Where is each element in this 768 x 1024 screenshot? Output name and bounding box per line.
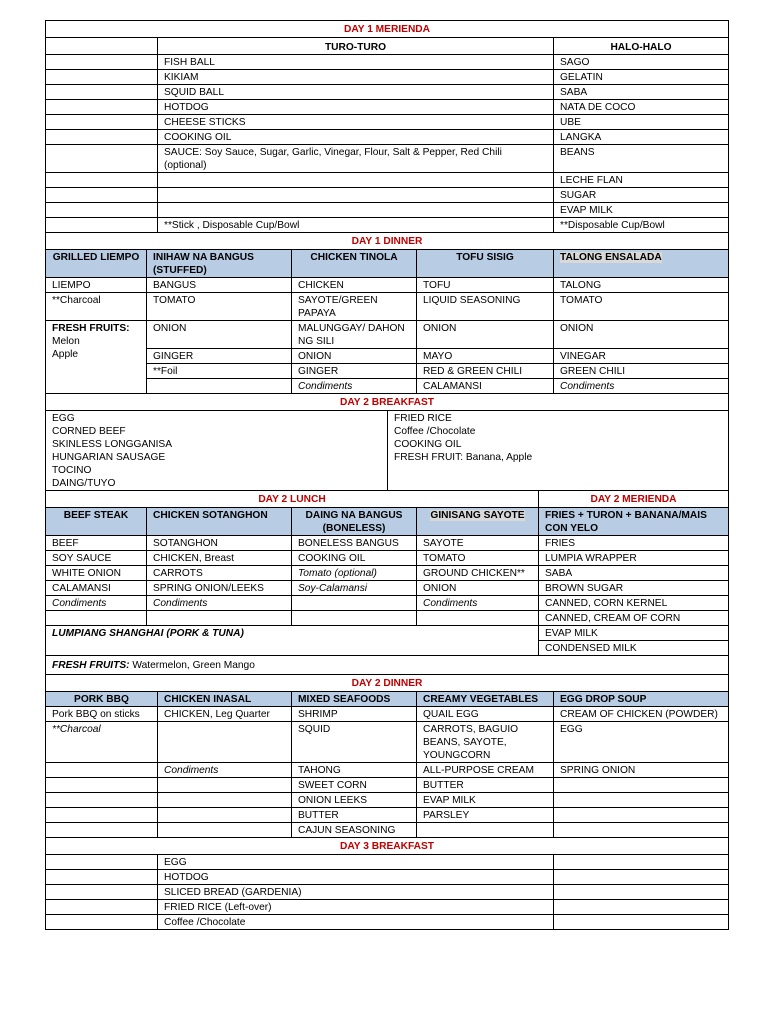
table-cell: SABA	[539, 566, 729, 581]
table-cell: GELATIN	[554, 70, 729, 85]
table-cell: Condiments	[417, 596, 539, 611]
table-cell: EGG	[554, 722, 729, 763]
table-cell: Condiments	[46, 596, 147, 611]
day2-breakfast-table	[45, 393, 729, 491]
column-header: FRIES + TURON + BANANA/MAIS CON YELO	[539, 508, 729, 536]
table-cell: BEANS	[554, 145, 729, 173]
table-cell: EVAP MILK	[554, 203, 729, 218]
table-cell: SABA	[554, 85, 729, 100]
fresh-fruits-cell	[46, 321, 147, 394]
table-cell: CHEESE STICKS	[158, 115, 554, 130]
table-cell: ONION	[554, 321, 729, 349]
column-header: GRILLED LIEMPO	[46, 250, 147, 278]
fresh-fruits-label: FRESH FRUITS:	[52, 660, 130, 671]
table-cell: Condiments	[158, 763, 292, 778]
table-cell: SAYOTE/GREEN PAPAYA	[292, 293, 417, 321]
list-item: CORNED BEEF	[52, 426, 126, 437]
list-item: FRIED RICE	[394, 413, 452, 424]
table-cell: CHICKEN, Breast	[147, 551, 292, 566]
list-item: HUNGARIAN SAUSAGE	[52, 452, 166, 463]
table-cell: CANNED, CREAM OF CORN	[539, 611, 729, 626]
table-cell: BROWN SUGAR	[539, 581, 729, 596]
list-item: DAING/TUYO	[52, 478, 116, 489]
table-cell: SQUID BALL	[158, 85, 554, 100]
table-cell: TOMATO	[147, 293, 292, 321]
table-cell: Condiments	[147, 596, 292, 611]
table-cell: LANGKA	[554, 130, 729, 145]
table-cell: FRIED RICE (Left-over)	[158, 900, 554, 915]
table-cell: CARROTS	[147, 566, 292, 581]
column-header: CHICKEN INASAL	[158, 692, 292, 707]
table-cell: LIQUID SEASONING	[417, 293, 554, 321]
table-cell: SQUID	[292, 722, 417, 763]
table-cell: SOY SAUCE	[46, 551, 147, 566]
table-cell: SPRING ONION/LEEKS	[147, 581, 292, 596]
table-cell: FRIES	[539, 536, 729, 551]
table-cell: WHITE ONION	[46, 566, 147, 581]
fruit-item: Apple	[52, 349, 79, 360]
empty-cell	[46, 38, 158, 55]
table-cell: LIEMPO	[46, 278, 147, 293]
table-cell: **Charcoal	[46, 722, 158, 763]
table-cell: TOMATO	[417, 551, 539, 566]
table-cell: SWEET CORN	[292, 778, 417, 793]
table-cell: LUMPIA WRAPPER	[539, 551, 729, 566]
table-cell: **Foil	[147, 364, 292, 379]
day1-merienda-table	[45, 20, 729, 233]
table-cell: ONION LEEKS	[292, 793, 417, 808]
column-header: INIHAW NA BANGUS (STUFFED)	[147, 250, 292, 278]
table-cell: **Disposable Cup/Bowl	[554, 218, 729, 233]
fresh-fruits-value: Watermelon, Green Mango	[132, 660, 255, 671]
table-cell: Pork BBQ on sticks	[46, 707, 158, 722]
table-cell: EVAP MILK	[417, 793, 554, 808]
table-cell: Condiments	[292, 379, 417, 394]
table-cell: HOTDOG	[158, 100, 554, 115]
column-header	[554, 250, 729, 278]
table-cell: CAJUN SEASONING	[292, 823, 417, 838]
table-cell: TOFU	[417, 278, 554, 293]
column-header: CHICKEN TINOLA	[292, 250, 417, 278]
lumpiang-shanghai-cell: LUMPIANG SHANGHAI (PORK & TUNA)	[46, 626, 539, 656]
table-cell: KIKIAM	[158, 70, 554, 85]
fruit-item: Melon	[52, 336, 80, 347]
table-cell: CANNED, CORN KERNEL	[539, 596, 729, 611]
table-cell: SOTANGHON	[147, 536, 292, 551]
table-cell: GINGER	[147, 349, 292, 364]
day1-dinner-title: DAY 1 DINNER	[46, 233, 729, 250]
list-item: TOCINO	[52, 465, 92, 476]
table-cell: CONDENSED MILK	[539, 641, 729, 656]
list-item: SKINLESS LONGGANISA	[52, 439, 173, 450]
day2-merienda-title: DAY 2 MERIENDA	[539, 491, 729, 508]
column-header: TOFU SISIG	[417, 250, 554, 278]
table-cell: SAGO	[554, 55, 729, 70]
day3-breakfast-table	[45, 837, 729, 930]
day3-breakfast-title: DAY 3 BREAKFAST	[46, 838, 729, 855]
table-cell: LECHE FLAN	[554, 173, 729, 188]
table-cell: GREEN CHILI	[554, 364, 729, 379]
table-cell: EVAP MILK	[539, 626, 729, 641]
table-cell: GROUND CHICKEN**	[417, 566, 539, 581]
table-cell: NATA DE COCO	[554, 100, 729, 115]
day2-breakfast-title: DAY 2 BREAKFAST	[46, 394, 729, 411]
column-header: PORK BBQ	[46, 692, 158, 707]
table-cell: BONELESS BANGUS	[292, 536, 417, 551]
list-item: FRESH FRUIT: Banana, Apple	[394, 452, 533, 463]
day2-fresh-fruits-row	[46, 656, 729, 675]
list-item: EGG	[52, 413, 75, 424]
talong-ensalada-header: TALONG ENSALADA	[560, 252, 662, 263]
table-cell: ALL-PURPOSE CREAM	[417, 763, 554, 778]
table-cell: CHICKEN, Leg Quarter	[158, 707, 292, 722]
table-cell: SPRING ONION	[554, 763, 729, 778]
day2-lunch-title: DAY 2 LUNCH	[46, 491, 539, 508]
turo-turo-header: TURO-TURO	[158, 38, 554, 55]
table-cell: ONION	[417, 581, 539, 596]
list-item: Coffee /Chocolate	[394, 426, 476, 437]
table-cell: MALUNGGAY/ DAHON NG SILI	[292, 321, 417, 349]
table-cell: VINEGAR	[554, 349, 729, 364]
column-header: MIXED SEAFOODS	[292, 692, 417, 707]
table-cell: MAYO	[417, 349, 554, 364]
table-cell: Condiments	[554, 379, 729, 394]
sauce-cell: SAUCE: Soy Sauce, Sugar, Garlic, Vinegar, Flour, Salt & Pepper, Red Chili (optional)	[158, 145, 554, 173]
table-cell: CARROTS, BAGUIO BEANS, SAYOTE, YOUNGCORN	[417, 722, 554, 763]
table-cell: CHICKEN	[292, 278, 417, 293]
table-cell: ONION	[292, 349, 417, 364]
column-header: DAING NA BANGUS (BONELESS)	[292, 508, 417, 536]
table-cell: SHRIMP	[292, 707, 417, 722]
table-cell: CALAMANSI	[46, 581, 147, 596]
breakfast-right-list	[388, 411, 729, 491]
fresh-fruits-label: FRESH FRUITS:	[52, 323, 130, 334]
table-cell: TALONG	[554, 278, 729, 293]
table-cell: UBE	[554, 115, 729, 130]
table-cell: SUGAR	[554, 188, 729, 203]
column-header: EGG DROP SOUP	[554, 692, 729, 707]
table-cell: QUAIL EGG	[417, 707, 554, 722]
table-cell: Coffee /Chocolate	[158, 915, 554, 930]
table-cell: BEEF	[46, 536, 147, 551]
table-cell: BANGUS	[147, 278, 292, 293]
table-cell: COOKING OIL	[158, 130, 554, 145]
day2-dinner-title: DAY 2 DINNER	[46, 675, 729, 692]
table-cell: Tomato (optional)	[292, 566, 417, 581]
column-header: CHICKEN SOTANGHON	[147, 508, 292, 536]
day2-lunch-table	[45, 490, 729, 675]
list-item: COOKING OIL	[394, 439, 462, 450]
table-cell: CREAM OF CHICKEN (POWDER)	[554, 707, 729, 722]
table-cell: **Stick , Disposable Cup/Bowl	[158, 218, 554, 233]
column-header	[417, 508, 539, 536]
table-cell: TAHONG	[292, 763, 417, 778]
table-cell: PARSLEY	[417, 808, 554, 823]
ginisang-sayote-header: GINISANG SAYOTE	[430, 510, 525, 521]
table-cell: CALAMANSI	[417, 379, 554, 394]
table-cell: SLICED BREAD (GARDENIA)	[158, 885, 554, 900]
table-cell: GINGER	[292, 364, 417, 379]
day2-dinner-table	[45, 674, 729, 838]
table-cell: BUTTER	[292, 808, 417, 823]
day1-merienda-title: DAY 1 MERIENDA	[46, 21, 729, 38]
table-cell: Soy-Calamansi	[292, 581, 417, 596]
table-cell: **Charcoal	[46, 293, 147, 321]
halo-halo-header: HALO-HALO	[554, 38, 729, 55]
table-cell: ONION	[417, 321, 554, 349]
table-cell: BUTTER	[417, 778, 554, 793]
breakfast-left-list	[46, 411, 388, 491]
table-cell: HOTDOG	[158, 870, 554, 885]
table-cell: EGG	[158, 855, 554, 870]
column-header: CREAMY VEGETABLES	[417, 692, 554, 707]
table-cell: SAYOTE	[417, 536, 539, 551]
table-cell: COOKING OIL	[292, 551, 417, 566]
day1-dinner-table	[45, 232, 729, 394]
table-cell: RED & GREEN CHILI	[417, 364, 554, 379]
table-cell: ONION	[147, 321, 292, 349]
table-cell: TOMATO	[554, 293, 729, 321]
table-cell: FISH BALL	[158, 55, 554, 70]
meal-plan-document	[45, 20, 728, 930]
column-header: BEEF STEAK	[46, 508, 147, 536]
